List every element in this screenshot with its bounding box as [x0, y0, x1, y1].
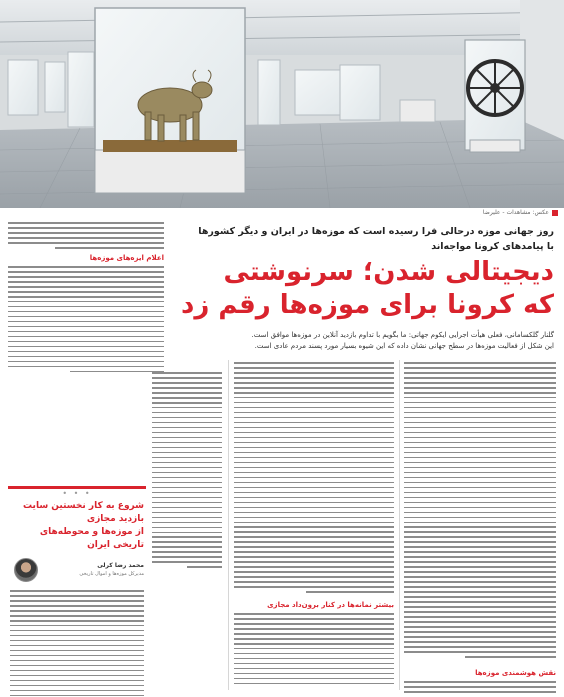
sidebar-box — [8, 486, 146, 690]
left-top-text — [8, 222, 164, 252]
author-role: مدیرکل موزه‌ها و اموال تاریخی — [79, 571, 144, 577]
subhead-2: بیشتر نمانه‌ها در کنار برون‌داد مجازی — [267, 601, 394, 609]
sidebar-author — [8, 556, 146, 586]
camera-icon — [552, 210, 558, 216]
column-rule-2 — [399, 360, 400, 690]
article-headline — [174, 256, 554, 322]
author-name: محمد رضا کرلی — [97, 562, 144, 569]
lead-line-1: گلنار گلکسامانی، فعلی هیأت اجرایی ایکوم جهانی: ما بگویم با تداوم بازدید آنلاین در موزه‌ها موافق است. — [251, 331, 554, 339]
headline-line-1: دیجیتالی شدن؛ سرنوشتی — [223, 257, 554, 287]
museum-hall-photo — [0, 0, 564, 208]
narrow-column-text — [152, 372, 222, 571]
article-lead — [184, 330, 554, 352]
sidebar-title-line-2: از موزه‌ها و محوطه‌های تاریخی ایران — [39, 527, 144, 550]
subhead-3: نقش هوشمندی موزه‌ها — [475, 669, 556, 677]
sidebar-dots: • • • — [62, 489, 92, 498]
kicker-line-1: روز جهانی موزه درحالی فرا رسیده است که موزه‌ها در ایران و دیگر کشورها — [198, 226, 554, 237]
museum-hall-illustration — [0, 0, 564, 208]
sidebar-text — [10, 590, 144, 697]
photo-credit — [0, 208, 564, 218]
avatar-portrait — [14, 558, 38, 582]
right-column-text-2 — [404, 681, 556, 696]
sidebar-title — [8, 498, 146, 552]
column-rule-1 — [228, 360, 229, 690]
lead-line-2: این شکل از فعالیت موزه‌ها در سطح جهانی نشان داده که این شیوه بسیار مورد پسند مردم عادی است. — [254, 342, 554, 350]
headline-line-2: که کرونا برای موزه‌ها رقم زد — [180, 290, 554, 320]
right-column-text-1 — [404, 362, 556, 661]
sidebar-title-line-1: شروع به کار نخستین سایت بازدید مجازی — [23, 501, 144, 524]
subhead-1: اعلام ایزه‌های موزه‌ها — [89, 254, 164, 262]
kicker-line-2: با پیامدهای کرونا مواجه‌اند — [431, 241, 554, 252]
photo-credit-text: عکس: مشاهدات - علیرضا — [482, 209, 549, 216]
left-mid-text — [8, 266, 164, 376]
middle-column-text-2 — [234, 613, 394, 688]
article-kicker — [194, 224, 554, 254]
middle-column-text-1 — [234, 362, 394, 596]
